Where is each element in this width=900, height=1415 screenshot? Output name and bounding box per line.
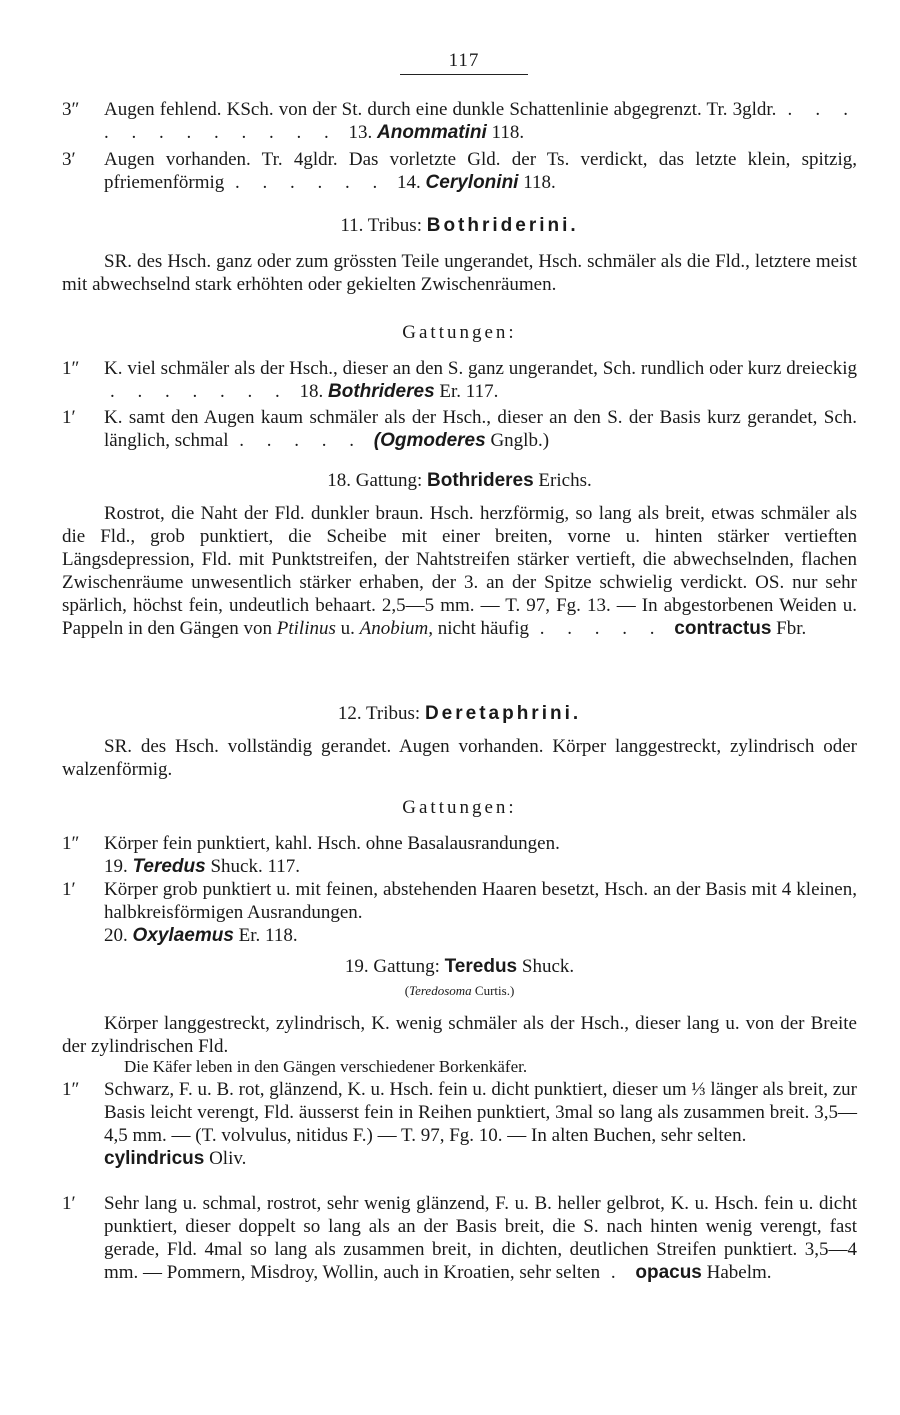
key-text: Augen fehlend. KSch. von der St. durch eine dunkle Schattenlinie abgegrenzt. Tr. 3gldr. bbox=[104, 99, 777, 120]
synonym-line: (Teredosoma Curtis.) bbox=[404, 983, 515, 998]
species-name: contractus bbox=[674, 618, 772, 639]
key-text: Schwarz, F. u. B. rot, glänzend, K. u. Hsch. fein u. dicht punktiert, dieser um ⅓ länger als breit, zur Basis leicht verengt, Fld. äusserst fein in Reihen punktiert, 3mal so lang als zusammen breit. 3,5—4,5 mm. — (T. volvulus, nitidus F.) — T. 97, Fg. 10. — In alten Buchen, sehr selten. bbox=[104, 1079, 858, 1146]
gattung-prefix: 19. Gattung: bbox=[344, 956, 440, 977]
description-tail: nicht häufig bbox=[437, 618, 530, 639]
key-number: 1′ bbox=[62, 407, 76, 428]
gattung-note: Die Käfer leben in den Gängen verschiedener Borkenkäfer. bbox=[124, 1057, 528, 1076]
gattungen-heading bbox=[62, 322, 857, 344]
gattung-description bbox=[62, 502, 857, 640]
key-number: 3″ bbox=[62, 99, 80, 120]
leader-dots: . . . . . bbox=[539, 618, 664, 639]
conjunction: u. bbox=[340, 618, 355, 639]
key-entry bbox=[62, 357, 857, 403]
gattungen-label: Gattungen: bbox=[402, 322, 517, 343]
key-entry bbox=[62, 1192, 857, 1284]
gattung-prefix: 18. Gattung: bbox=[327, 470, 423, 491]
taxon-name: Anommatini bbox=[377, 122, 487, 143]
gattung-description: Körper langgestreckt, zylindrisch, K. wenig schmäler als der Hsch., dieser lang u. von der Breite der zylindrischen Fld. bbox=[62, 1013, 857, 1057]
gattung-heading bbox=[62, 956, 857, 978]
author: Gnglb.) bbox=[490, 430, 550, 451]
key-text: Augen vorhanden. Tr. 4gldr. Das vorletzte Gld. der Ts. verdickt, das letzte klein, spitzig, pfriemenförmig bbox=[104, 149, 857, 193]
leader-dots: . . . . . . . bbox=[110, 381, 289, 402]
key-entry bbox=[62, 148, 857, 194]
author: Er. 118. bbox=[238, 925, 298, 946]
species-name: cylindricus bbox=[104, 1148, 205, 1169]
key-ref: 13. bbox=[348, 122, 373, 143]
species-author: Oliv. bbox=[209, 1148, 247, 1169]
host-genus: Anobium, bbox=[359, 618, 433, 639]
key-number: 1″ bbox=[62, 833, 80, 854]
key-text: K. viel schmäler als der Hsch., dieser an den S. ganz ungerandet, Sch. rundlich oder kurz dreieckig bbox=[104, 358, 857, 379]
key-number: 1″ bbox=[62, 358, 80, 379]
tribus-name: Bothriderini. bbox=[426, 215, 579, 236]
species-author: Fbr. bbox=[776, 618, 807, 639]
gattung-name: Teredus bbox=[444, 956, 518, 977]
host-genus: Ptilinus bbox=[276, 618, 336, 639]
key-text: Sehr lang u. schmal, rostrot, sehr wenig glänzend, F. u. B. heller gelbrot, K. u. Hsch. fein u. dicht punktiert, dieser doppelt so lang als an der Basis breit, die S. nach hinten wenig verengt, fast gerade, Fld. 4mal so lang als zusammen breit, in dichten, deutlichen Streifen punktiert. 3,5—4 mm. — Pommern, Misdroy, Wollin, auch in Kroatien, sehr selten bbox=[104, 1193, 857, 1283]
gattungen-label: Gattungen: bbox=[402, 797, 517, 818]
key-ref: 19. bbox=[104, 856, 128, 877]
taxon-name: Bothrideres bbox=[328, 381, 435, 402]
leader-dots: . bbox=[610, 1262, 625, 1283]
gattung-name: Bothrideres bbox=[427, 470, 534, 491]
tribus-prefix: 12. Tribus: bbox=[337, 703, 421, 724]
leader-dots: . . . . . bbox=[239, 430, 364, 451]
gattung-author: Shuck. bbox=[521, 956, 575, 977]
leader-dots: . . . . . . bbox=[235, 172, 387, 193]
key-text: Körper fein punktiert, kahl. Hsch. ohne Basalausrandungen. bbox=[104, 833, 560, 854]
key-entry bbox=[62, 1078, 857, 1170]
taxon-name: Cerylonini bbox=[425, 172, 519, 193]
leader-dots: . . . . . . . . . . . . bbox=[104, 99, 858, 143]
page-ref: 118. bbox=[523, 172, 556, 193]
author: Er. 117. bbox=[439, 381, 499, 402]
key-ref: 14. bbox=[397, 172, 421, 193]
taxon-name: (Ogmoderes bbox=[373, 430, 486, 451]
species-author: Habelm. bbox=[706, 1262, 772, 1283]
gattungen-heading bbox=[62, 797, 857, 819]
key-number: 1″ bbox=[62, 1079, 80, 1100]
gattung-author: Erichs. bbox=[538, 470, 592, 491]
key-result bbox=[104, 1147, 857, 1170]
key-entry bbox=[62, 878, 857, 947]
key-entry bbox=[62, 832, 857, 878]
key-number: 1′ bbox=[62, 879, 76, 900]
author: Shuck. 117. bbox=[210, 856, 301, 877]
taxon-name: Oxylaemus bbox=[132, 925, 234, 946]
synonym-author: Curtis. bbox=[474, 983, 510, 998]
tribus-heading bbox=[62, 703, 857, 725]
key-ref: 20. bbox=[104, 925, 128, 946]
key-result bbox=[104, 924, 857, 947]
key-entry bbox=[62, 406, 857, 452]
synonym-name: Teredosoma bbox=[409, 983, 472, 998]
key-result bbox=[104, 855, 857, 878]
page-number: 117 bbox=[400, 50, 528, 75]
key-number: 3′ bbox=[62, 149, 76, 170]
key-entry bbox=[62, 98, 857, 144]
description-text: Rostrot, die Naht der Fld. dunkler braun. Hsch. herzförmig, so lang als breit, etwas schmäler als die Fld., grob punktiert, die Scheibe mit einer breiten, vorne u. hinten stärker vertieften Längsdepression, Fld. mit Punktstreifen, der Nahtstreifen stärker vertieft, die abwechselnden, flachen Zwischenräume unwesentlich stärker erhaben, der 3. an der Spitze schwielig verdickt. OS. nur sehr spärlich, höchst fein, undeutlich behaart. 2,5—5 mm. — T. 97, Fg. 13. — In abgestorbenen Weiden u. Pappeln in den Gängen von bbox=[62, 503, 857, 639]
key-number: 1′ bbox=[62, 1193, 76, 1214]
tribus-name: Deretaphrini. bbox=[424, 703, 582, 724]
tribus-prefix: 11. Tribus: bbox=[340, 215, 422, 236]
tribus-description: SR. des Hsch. vollständig gerandet. Augen vorhanden. Körper langgestreckt, zylindrisch oder walzenförmig. bbox=[62, 736, 857, 780]
taxon-name: Teredus bbox=[132, 856, 206, 877]
tribus-heading bbox=[62, 215, 857, 237]
key-text: K. samt den Augen kaum schmäler als der Hsch., dieser an den S. der Basis kurz gerandet, Sch. länglich, schmal bbox=[104, 407, 857, 451]
page-ref: 118. bbox=[491, 122, 525, 143]
tribus-description: SR. des Hsch. ganz oder zum grössten Teile ungerandet, Hsch. schmäler als die Fld., letztere meist mit abwechselnd stark erhöhten oder gekielten Zwischenräumen. bbox=[62, 251, 857, 295]
species-name: opacus bbox=[635, 1262, 702, 1283]
key-ref: 18. bbox=[299, 381, 324, 402]
key-text: Körper grob punktiert u. mit feinen, abstehenden Haaren besetzt, Hsch. an der Basis mit 4 kleinen, halbkreisförmigen Ausrandungen. bbox=[104, 879, 857, 923]
gattung-heading bbox=[62, 470, 857, 492]
